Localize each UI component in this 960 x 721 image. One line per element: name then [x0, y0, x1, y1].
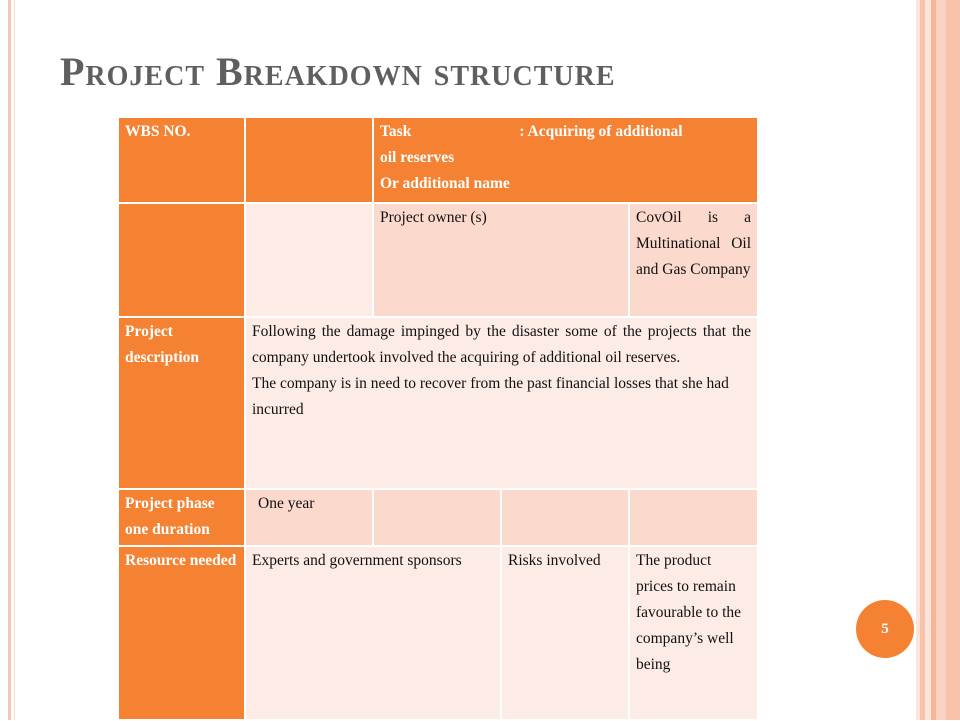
wbs-no-value	[245, 117, 373, 203]
task-cell	[373, 117, 758, 203]
risks-value: The product prices to remain favourable to the company’s well being	[629, 546, 758, 720]
table-row	[118, 203, 758, 317]
table-row	[118, 117, 758, 203]
wbs-no-label: WBS NO.	[118, 117, 245, 203]
left-border-rule-inner	[14, 0, 15, 720]
project-description-value	[245, 317, 758, 489]
resource-needed-value: Experts and government sponsors	[245, 546, 501, 720]
project-description-p2: The company is in need to recover from the past financial losses that she had incurred	[252, 375, 729, 418]
project-description-label: Project description	[118, 317, 245, 489]
owner-row-label	[118, 203, 245, 317]
project-description-p1: Following the damage impinged by the disaster some of the projects that the company undertook involved the acquiring of additional oil reserves.	[252, 323, 751, 366]
wbs-table	[117, 116, 759, 721]
table-row	[118, 489, 758, 546]
risks-label: Risks involved	[501, 546, 629, 720]
project-owner-label: Project owner (s)	[373, 203, 629, 317]
task-value-cont: oil reserves	[380, 149, 455, 166]
page-number-badge: 5	[856, 600, 914, 658]
phase-duration-value: One year	[245, 489, 373, 546]
phase-duration-label: Project phase one duration	[118, 489, 245, 546]
phase-empty-1	[373, 489, 501, 546]
task-value: : Acquiring of additional	[519, 123, 683, 140]
table-row	[118, 546, 758, 720]
page-title: Project Breakdown structure	[60, 49, 616, 94]
project-owner-value: CovOil is a Multinational Oil and Gas Company	[629, 203, 758, 317]
left-border-rule	[8, 0, 11, 720]
phase-empty-2	[501, 489, 629, 546]
table-row	[118, 317, 758, 489]
additional-name: Or additional name	[380, 175, 510, 192]
owner-row-empty	[245, 203, 373, 317]
right-decorative-stripes	[916, 0, 960, 720]
task-label: Task	[380, 123, 412, 140]
resource-needed-label: Resource needed	[118, 546, 245, 720]
phase-empty-3	[629, 489, 758, 546]
